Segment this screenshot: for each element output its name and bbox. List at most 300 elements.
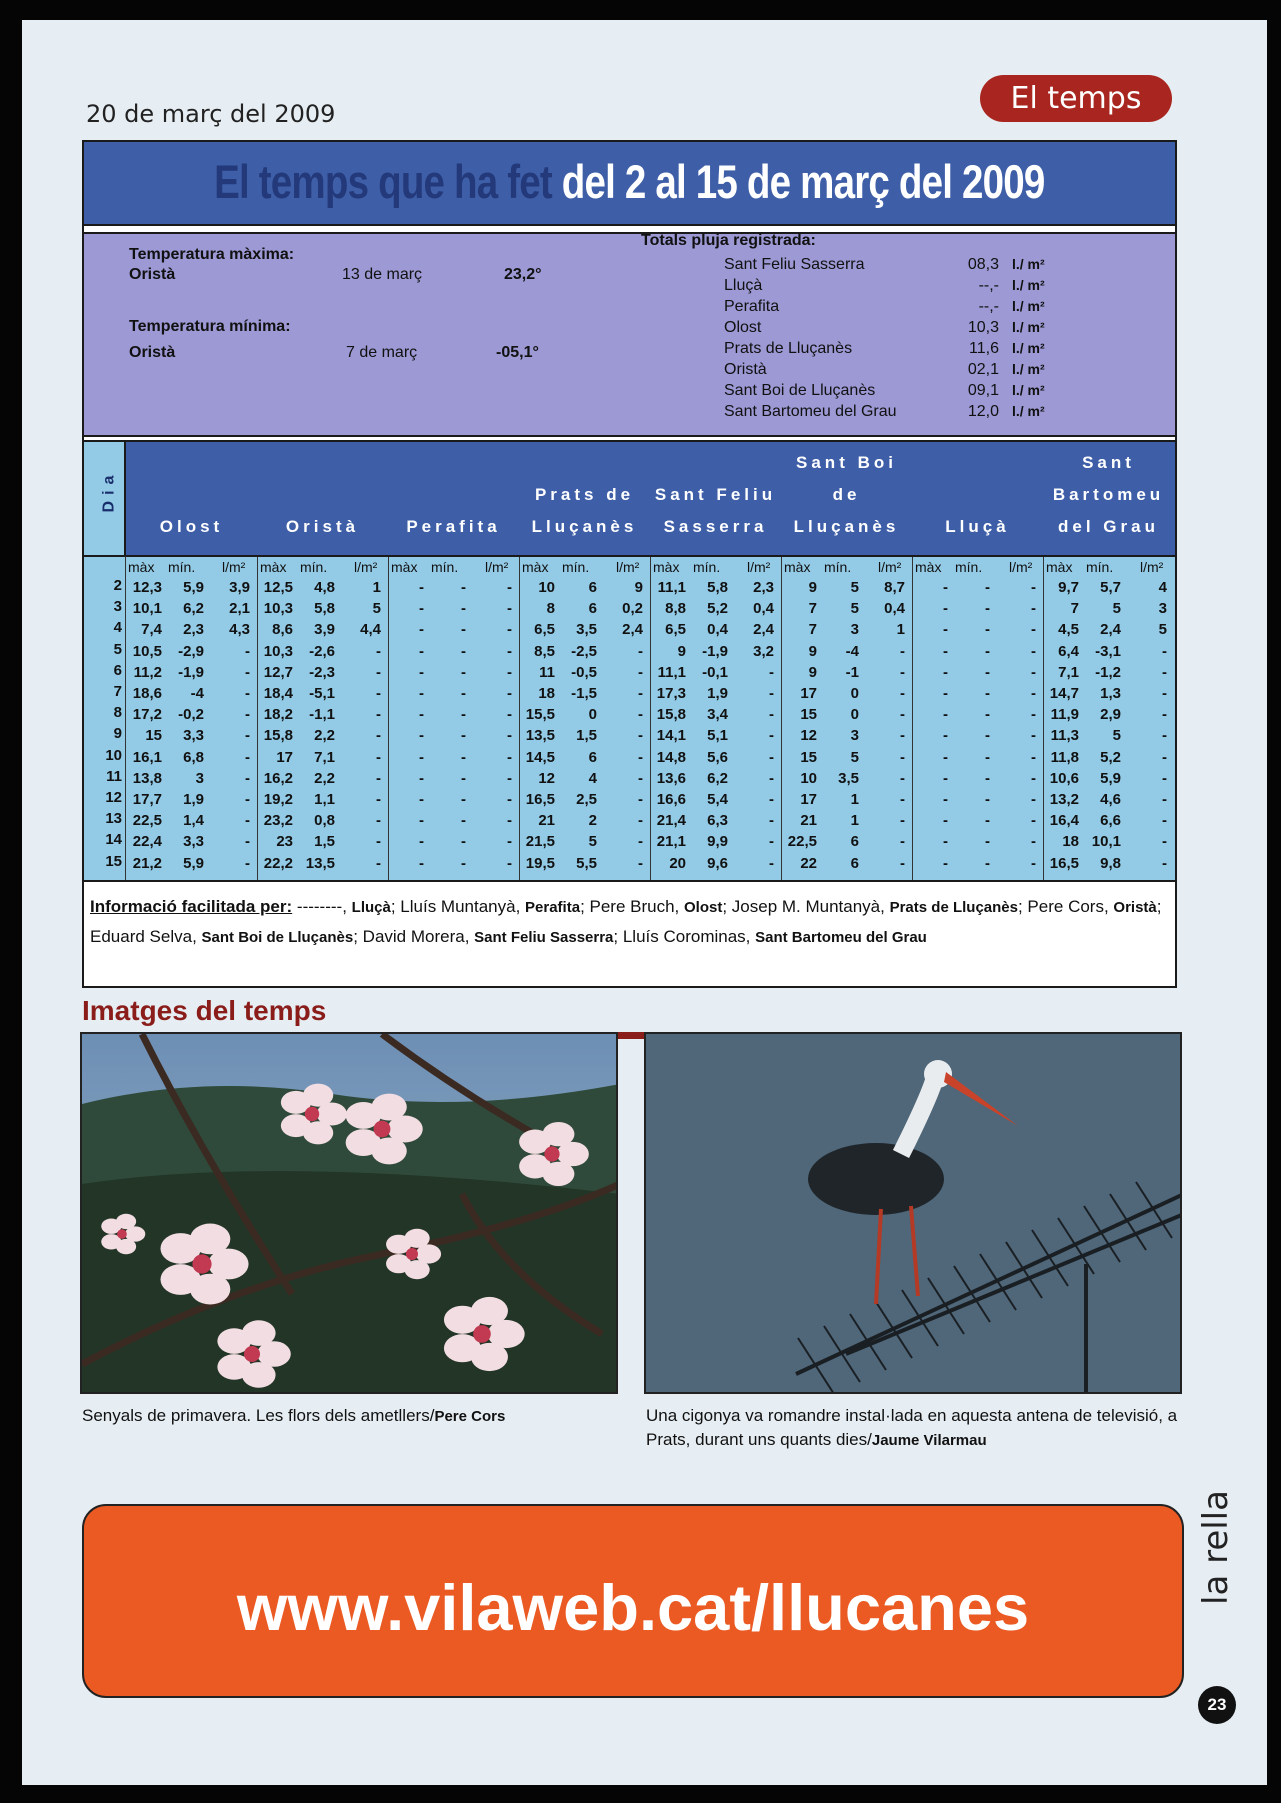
table-cell: 5,9 — [183, 579, 204, 596]
table-cell: 0,2 — [622, 600, 643, 618]
table-cell: 19,2 — [263, 791, 293, 808]
table-cell: 6,6 — [1100, 812, 1121, 830]
table-cell: 23 — [276, 833, 293, 851]
table-cell: 1,9 — [707, 685, 728, 702]
table-cell: - — [769, 791, 774, 808]
table-cell: - — [507, 727, 512, 745]
table-cell: - — [985, 642, 990, 660]
table-cell: - — [943, 621, 948, 639]
table-cell: 7 — [1070, 600, 1079, 618]
table-cell: 3,4 — [707, 706, 728, 724]
publication-name: la rella — [1196, 1490, 1236, 1605]
credit-contributor: ; Eduard Selva, — [90, 897, 1162, 946]
table-cell: 5,4 — [707, 791, 728, 808]
table-cell: - — [419, 706, 424, 724]
table-cell: - — [985, 748, 990, 766]
table-cell: - — [769, 769, 774, 787]
table-cell: 9 — [808, 579, 817, 596]
table-cell: 3,9 — [229, 579, 250, 596]
table-cell: - — [769, 663, 774, 681]
day-number: 3 — [113, 598, 122, 616]
data-credits — [84, 880, 1175, 986]
table-cell: - — [943, 663, 948, 681]
table-cell: - — [985, 727, 990, 745]
column-subheader: l/m² — [222, 559, 246, 575]
column-subheader: mín. — [824, 559, 852, 575]
table-cell: 4,4 — [360, 621, 381, 639]
table-cell: 9,6 — [707, 854, 728, 872]
column-subheader: mín. — [300, 559, 328, 575]
table-cell: - — [376, 748, 381, 766]
table-cell: 14,7 — [1049, 685, 1079, 702]
rain-unit: l./ m² — [1012, 277, 1045, 293]
table-cell: - — [900, 833, 905, 851]
table-cell: - — [419, 642, 424, 660]
table-cell: 15 — [800, 748, 817, 766]
table-cell: - — [507, 600, 512, 618]
photo1-author: Pere Cors — [434, 1408, 506, 1425]
station-header-row — [126, 442, 1175, 555]
table-cell: - — [1031, 748, 1036, 766]
table-cell: 3,9 — [314, 621, 335, 639]
max-temp-value: 23,2° — [504, 266, 542, 283]
table-cell: - — [985, 791, 990, 808]
website-banner[interactable] — [82, 1504, 1184, 1698]
day-number: 7 — [113, 683, 122, 700]
day-number: 8 — [113, 704, 122, 722]
table-cell: 19,5 — [525, 854, 555, 872]
table-cell: - — [1162, 748, 1167, 766]
table-cell: -1,9 — [178, 663, 204, 681]
table-cell: 18,2 — [263, 706, 293, 724]
station-header — [126, 511, 257, 543]
photo2-author: Jaume Vilarmau — [871, 1432, 987, 1449]
rain-value: --,- — [978, 298, 999, 315]
table-cell: - — [1031, 791, 1036, 808]
credit-place: Prats de Lluçanès — [889, 899, 1018, 916]
station-header — [650, 479, 781, 543]
credit-contributor: ; David Morera, — [353, 927, 475, 946]
rain-value: 11,6 — [969, 340, 999, 357]
table-cell: -5,1 — [309, 685, 335, 702]
table-cell: - — [376, 854, 381, 872]
table-cell: 17 — [800, 685, 817, 702]
table-cell: 7,1 — [314, 748, 335, 766]
table-cell: 21,2 — [132, 854, 162, 872]
rain-unit: l./ m² — [1012, 361, 1045, 377]
table-cell: - — [1031, 769, 1036, 787]
column-subheader: l/m² — [354, 559, 378, 575]
table-cell: - — [638, 833, 643, 851]
table-cell: - — [1031, 663, 1036, 681]
station-name-line: Perafita — [406, 517, 501, 536]
credit-contributor: ; Josep M. Muntanyà, — [722, 897, 890, 916]
table-cell: - — [1031, 621, 1036, 639]
day-header-cell — [84, 442, 126, 555]
table-cell: 3,5 — [838, 769, 859, 787]
table-cell: -0,5 — [571, 663, 597, 681]
credit-place: Lluçà — [351, 899, 391, 916]
table-cell: - — [943, 748, 948, 766]
rain-place: Oristà — [724, 361, 767, 378]
column-subheader: mín. — [431, 559, 459, 575]
website-url[interactable]: www.vilaweb.cat/llucanes — [236, 1571, 1030, 1644]
table-cell: 6 — [588, 748, 597, 766]
table-cell: 13,5 — [305, 854, 335, 872]
table-cell: 16,2 — [263, 769, 293, 787]
table-cell: 4,5 — [1058, 621, 1079, 639]
table-cell: 7,1 — [1058, 663, 1079, 681]
table-cell: 11,9 — [1050, 706, 1079, 724]
table-cell: - — [376, 706, 381, 724]
station-name-line: Sant — [1082, 453, 1135, 472]
report-title-part1: El temps que ha fet — [214, 155, 553, 208]
photo1-caption-text: Senyals de primavera. Les flors dels ametllers/ — [82, 1406, 435, 1425]
table-cell: - — [376, 791, 381, 808]
images-section-title: Imatges del temps — [82, 995, 327, 1026]
min-temp-value: -05,1° — [496, 344, 539, 361]
table-cell: 1 — [850, 812, 859, 830]
rain-value: 08,3 — [967, 256, 999, 273]
min-temp-label: Temperatura mínima: — [129, 318, 291, 335]
table-cell: 3,3 — [183, 833, 204, 851]
table-cell: - — [419, 663, 424, 681]
table-cell: 5,2 — [1100, 748, 1121, 766]
column-subheader: màx — [915, 559, 942, 575]
table-cell: 6,2 — [183, 600, 204, 618]
table-cell: 17 — [276, 748, 293, 766]
table-cell: 5,1 — [707, 727, 728, 745]
table-cell: 6 — [850, 833, 859, 851]
section-badge: El temps — [980, 75, 1172, 122]
max-temp-date: 13 de març — [342, 266, 423, 283]
table-cell: 2 — [588, 812, 597, 830]
table-cell: 8,5 — [534, 642, 555, 660]
table-cell: 5 — [850, 600, 859, 618]
table-cell: -2,9 — [178, 642, 204, 660]
summary-panel — [84, 232, 1175, 437]
table-cell: 3 — [850, 621, 859, 639]
table-cell: - — [461, 854, 466, 872]
table-cell: - — [985, 769, 990, 787]
station-name-line: Bartomeu — [1052, 485, 1165, 504]
table-cell: 8,6 — [272, 621, 293, 639]
table-cell: - — [1031, 642, 1036, 660]
table-cell: 5,9 — [183, 854, 204, 872]
rain-unit: l./ m² — [1012, 256, 1045, 272]
data-grid — [126, 555, 1175, 880]
table-cell: 22,2 — [263, 854, 293, 872]
column-subheader: màx — [260, 559, 287, 575]
table-cell: - — [461, 579, 466, 596]
table-cell: - — [769, 727, 774, 745]
table-cell: -0,2 — [178, 706, 204, 724]
table-cell: - — [900, 854, 905, 872]
table-cell: 14,8 — [656, 748, 686, 766]
table-cell: 3,3 — [183, 727, 204, 745]
table-cell: - — [419, 812, 424, 830]
station-name-line: Prats de — [534, 485, 635, 504]
table-cell: 10,3 — [263, 600, 293, 618]
table-cell: - — [461, 791, 466, 808]
table-cell: - — [638, 748, 643, 766]
table-cell: 17,2 — [132, 706, 162, 724]
table-cell: 0,8 — [314, 812, 335, 830]
table-cell: - — [419, 769, 424, 787]
table-cell: 16,5 — [525, 791, 555, 808]
table-cell: 9,7 — [1058, 579, 1079, 596]
table-cell: 9,8 — [1100, 854, 1121, 872]
table-cell: - — [507, 812, 512, 830]
table-cell: 15 — [800, 706, 817, 724]
table-cell: 13,5 — [525, 727, 555, 745]
table-cell: 0,4 — [707, 621, 728, 639]
table-cell: 2,5 — [576, 791, 597, 808]
day-number: 13 — [105, 810, 122, 828]
table-cell: 16,5 — [1049, 854, 1079, 872]
table-cell: - — [985, 833, 990, 851]
table-cell: - — [638, 727, 643, 745]
table-cell: 1 — [850, 791, 859, 808]
table-cell: - — [461, 769, 466, 787]
table-cell: 13,8 — [132, 769, 162, 787]
table-cell: 7 — [808, 621, 817, 639]
table-cell: 10,3 — [263, 642, 293, 660]
table-cell: - — [245, 748, 250, 766]
column-subheader: mín. — [562, 559, 590, 575]
table-cell: - — [376, 812, 381, 830]
table-cell: 2,2 — [314, 769, 335, 787]
table-cell: 20 — [669, 854, 686, 872]
table-cell: - — [900, 727, 905, 745]
page-number: 23 — [1198, 1686, 1236, 1724]
credit-contributor: --------, — [296, 897, 352, 916]
table-cell: 9,9 — [707, 833, 728, 851]
blossom-center — [374, 1121, 391, 1138]
station-header — [1043, 447, 1174, 543]
table-cell: - — [638, 685, 643, 702]
table-cell: - — [461, 621, 466, 639]
table-cell: 3,5 — [576, 621, 597, 639]
credit-place: Sant Bartomeu del Grau — [755, 929, 927, 946]
table-cell: - — [943, 812, 948, 830]
table-cell: 12 — [538, 769, 555, 787]
table-cell: - — [1031, 727, 1036, 745]
column-subheader: màx — [653, 559, 680, 575]
table-cell: 6 — [588, 600, 597, 618]
credit-place: Sant Feliu Sasserra — [474, 929, 614, 946]
table-cell: 10,1 — [132, 600, 162, 618]
table-cell: 3 — [195, 769, 204, 787]
blossom-center — [192, 1254, 211, 1273]
table-cell: 5,9 — [1100, 769, 1121, 787]
credit-place: Sant Boi de Lluçanès — [201, 929, 354, 946]
table-cell: 8,8 — [665, 600, 686, 618]
column-subheader: mín. — [693, 559, 721, 575]
table-cell: - — [1031, 579, 1036, 596]
rain-unit: l./ m² — [1012, 319, 1045, 335]
table-cell: - — [461, 663, 466, 681]
rain-place: Olost — [724, 319, 762, 336]
table-cell: 16,4 — [1049, 812, 1079, 830]
rain-totals-label: Totals pluja registrada: — [641, 232, 816, 249]
blossom-center — [117, 1229, 127, 1239]
rain-place: Sant Bartomeu del Grau — [724, 403, 897, 420]
column-subheader: l/m² — [485, 559, 509, 575]
table-cell: - — [245, 791, 250, 808]
table-cell: 11 — [539, 663, 555, 681]
table-cell: -2,3 — [309, 663, 335, 681]
table-cell: - — [900, 706, 905, 724]
blossom-center — [544, 1146, 559, 1161]
rain-place: Sant Feliu Sasserra — [724, 256, 865, 273]
table-cell: - — [985, 706, 990, 724]
table-cell: - — [245, 769, 250, 787]
table-cell: 11,1 — [657, 663, 686, 681]
table-cell: - — [900, 748, 905, 766]
table-cell: 5 — [1112, 727, 1121, 745]
station-header — [257, 511, 388, 543]
table-cell: 22,5 — [787, 833, 817, 851]
table-cell: - — [1162, 833, 1167, 851]
station-header — [781, 447, 912, 543]
table-cell: 5,8 — [707, 579, 728, 596]
table-cell: 1,5 — [314, 833, 335, 851]
table-cell: - — [507, 854, 512, 872]
table-cell: - — [985, 812, 990, 830]
table-cell: 14,1 — [656, 727, 686, 745]
table-cell: - — [985, 854, 990, 872]
table-cell: - — [507, 748, 512, 766]
column-subheader: l/m² — [878, 559, 902, 575]
table-cell: -1,1 — [309, 706, 335, 724]
min-temp-date: 7 de març — [346, 344, 418, 361]
rain-unit: l./ m² — [1012, 340, 1045, 356]
table-cell: 0 — [588, 706, 597, 724]
table-cell: - — [419, 854, 424, 872]
table-cell: 11,1 — [657, 579, 686, 596]
credit-place: Oristà — [1113, 899, 1157, 916]
credit-contributor: ; Pere Cors, — [1017, 897, 1114, 916]
column-subheader: mín. — [955, 559, 983, 575]
table-cell: 6,2 — [707, 769, 728, 787]
table-cell: - — [419, 579, 424, 596]
table-cell: - — [507, 642, 512, 660]
table-cell: 6,5 — [534, 621, 555, 639]
table-cell: 5 — [850, 748, 859, 766]
day-number: 9 — [113, 725, 122, 743]
table-cell: - — [1162, 791, 1167, 808]
report-title-bar — [84, 142, 1175, 226]
table-cell: 9 — [808, 642, 817, 660]
table-cell: - — [461, 812, 466, 830]
table-cell: - — [245, 833, 250, 851]
rain-place: Perafita — [724, 298, 780, 315]
blossom-petal — [303, 1084, 333, 1107]
table-cell: - — [943, 854, 948, 872]
table-cell: - — [769, 812, 774, 830]
table-cell: - — [900, 812, 905, 830]
station-name-line: Olost — [159, 517, 224, 536]
table-cell: - — [769, 706, 774, 724]
max-temp-place: Oristà — [129, 266, 176, 283]
table-cell: - — [245, 812, 250, 830]
table-cell: 0 — [850, 685, 859, 702]
table-cell: - — [419, 621, 424, 639]
photo2-caption-text: Una cigonya va romandre instal·lada en aquesta antena de televisió, a Prats, durant uns quants dies/ — [646, 1406, 1178, 1449]
rain-value: --,- — [978, 277, 999, 294]
table-cell: - — [638, 706, 643, 724]
table-cell: - — [245, 727, 250, 745]
table-cell: -1,9 — [702, 642, 728, 660]
report-title — [214, 154, 1044, 209]
table-cell: 9 — [808, 663, 817, 681]
table-cell: 10,6 — [1049, 769, 1079, 787]
table-cell: 15,5 — [525, 706, 555, 724]
table-cell: - — [638, 769, 643, 787]
table-cell: - — [900, 663, 905, 681]
table-cell: 18,6 — [132, 685, 162, 702]
table-cell: 6,8 — [183, 748, 204, 766]
table-cell: - — [1162, 727, 1167, 745]
table-cell: 5,2 — [707, 600, 728, 618]
table-cell: - — [507, 769, 512, 787]
table-cell: 4 — [1158, 579, 1167, 596]
rain-value: 12,0 — [967, 403, 999, 420]
table-cell: - — [419, 727, 424, 745]
day-number: 15 — [105, 852, 122, 870]
column-subheader: l/m² — [1140, 559, 1164, 575]
table-cell: -4 — [845, 642, 859, 660]
table-cell: 21,5 — [525, 833, 555, 851]
table-cell: 6,3 — [707, 812, 728, 830]
table-cell: -0,1 — [702, 663, 728, 681]
table-cell: - — [638, 812, 643, 830]
table-cell: - — [1031, 854, 1036, 872]
rain-value: 09,1 — [967, 382, 999, 399]
day-number: 2 — [113, 577, 122, 594]
table-cell: - — [1031, 833, 1036, 851]
table-cell: 5 — [588, 833, 597, 851]
rain-place: Sant Boi de Lluçanès — [724, 382, 876, 399]
table-cell: 0,4 — [884, 600, 905, 618]
blossom-center — [244, 1346, 260, 1362]
blossom-center — [305, 1107, 319, 1121]
blossom-petal — [242, 1320, 276, 1346]
table-cell: - — [943, 769, 948, 787]
table-cell: - — [638, 642, 643, 660]
blossom-petal — [542, 1122, 574, 1146]
table-cell: - — [376, 642, 381, 660]
table-cell: - — [461, 833, 466, 851]
table-cell: 12,3 — [132, 579, 162, 596]
credit-contributor: ; Lluís Corominas, — [613, 927, 756, 946]
table-cell: - — [638, 854, 643, 872]
blossom-petal — [471, 1297, 508, 1325]
credit-place: Olost — [684, 899, 723, 916]
newspaper-page — [22, 20, 1267, 1785]
table-cell: 16,6 — [656, 791, 686, 808]
table-cell: - — [461, 600, 466, 618]
table-cell: 10,1 — [1091, 833, 1121, 851]
station-name-line: Lluçanès — [531, 517, 638, 536]
blossom-petal — [116, 1214, 136, 1229]
table-cell: - — [985, 600, 990, 618]
column-subheader: l/m² — [747, 559, 771, 575]
table-cell: - — [1162, 769, 1167, 787]
stork-photo — [644, 1032, 1182, 1394]
table-cell: 1,3 — [1100, 685, 1121, 702]
